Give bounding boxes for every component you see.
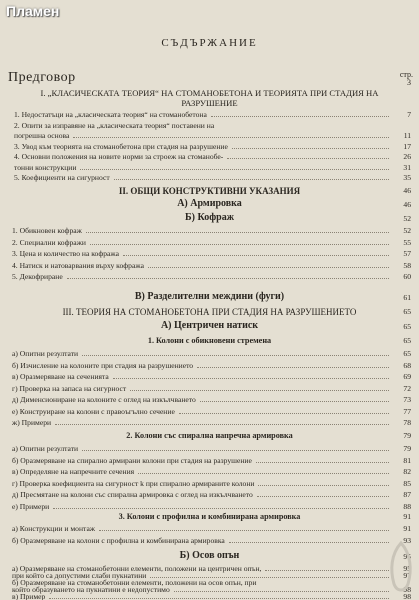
toc-entry-text: 1. Недостатъци на „класическата теория“ на стоманобетона bbox=[14, 110, 207, 119]
dot-leader bbox=[53, 508, 389, 509]
section-3-label: III. ТЕОРИЯ НА СТОМАНОБЕТОНА ПРИ СТАДИЯ НА РАЗРУШЕНИЕТО bbox=[62, 307, 357, 317]
toc-entry-page: 98 bbox=[403, 592, 411, 600]
toc-entry-page: 72 bbox=[403, 383, 411, 393]
toc-entry-text: б) Изчисление на колоните при стадия на разрушението bbox=[12, 360, 194, 370]
toc-entry bbox=[0, 272, 419, 284]
subsection-b-label: Б) Кофраж bbox=[185, 212, 234, 223]
toc-entry-page: 77 bbox=[403, 406, 411, 416]
toc-entry-text: 4. Основни положения на новите норми за строеж на стоманобе- bbox=[14, 152, 224, 161]
dot-leader bbox=[73, 137, 389, 138]
dot-leader bbox=[90, 244, 389, 245]
toc-entry bbox=[0, 226, 419, 238]
subsection-d-label: Б) Осов опън bbox=[179, 550, 240, 561]
subsection-b-title bbox=[0, 212, 419, 223]
dot-leader bbox=[123, 255, 389, 256]
toc-entry bbox=[0, 456, 419, 468]
dot-leader bbox=[229, 542, 389, 543]
toc-entry-page: 26 bbox=[403, 152, 411, 161]
toc-entry bbox=[0, 384, 419, 396]
dot-leader bbox=[257, 496, 389, 497]
toc-entry-text: д) Пресмятане на колони със спирална армировка с оглед на изкълчването bbox=[12, 490, 253, 499]
c1-label: 1. Колони с обикновени стремена bbox=[147, 336, 272, 345]
toc-entry-page: 97 bbox=[403, 571, 411, 580]
toc-entry bbox=[0, 238, 419, 250]
corner-watermark-icon bbox=[386, 540, 416, 595]
toc-entry-text: 2. Опити за изправяне на „класическата теория“ поставени на bbox=[14, 120, 215, 130]
section-3-page: 65 bbox=[403, 307, 411, 316]
section-3-title bbox=[0, 307, 419, 317]
dot-leader bbox=[86, 232, 389, 233]
dot-leader bbox=[82, 450, 389, 451]
c2-page: 79 bbox=[403, 431, 411, 440]
toc-entry-page: 68 bbox=[403, 360, 411, 370]
dot-leader bbox=[138, 473, 389, 474]
toc-entry-page: 60 bbox=[403, 272, 411, 281]
toc-entry-text: е) Конструиране на колони с правоъгълно сечение bbox=[12, 406, 175, 416]
toc-entry-text: г) Проверка коефициента на сигурност k при спирално армираните колони bbox=[12, 478, 255, 488]
toc-entry-text: а) Оразмеряване на стоманобетонни елементи, положени на центричен опън, bbox=[12, 564, 262, 573]
page-column-label: стр. bbox=[399, 70, 413, 79]
preface-label: Предговор bbox=[8, 70, 76, 85]
toc-entry-text: в) Пример bbox=[12, 592, 46, 600]
subsection-c-title bbox=[0, 320, 419, 331]
c1-title bbox=[0, 336, 419, 345]
subsection-v-page: 61 bbox=[403, 293, 411, 302]
toc-entry-page: 78 bbox=[403, 418, 411, 427]
subsection-c-page: 65 bbox=[403, 322, 411, 331]
toc-entry-page: 65 bbox=[403, 349, 411, 358]
dot-leader bbox=[82, 355, 389, 356]
toc-entry bbox=[0, 467, 419, 479]
toc-entry-text: 3. Цена и количество на кофража bbox=[12, 249, 120, 258]
subsection-d-title bbox=[0, 550, 419, 561]
dot-leader bbox=[258, 485, 389, 486]
toc-entry-page: 69 bbox=[403, 372, 411, 381]
subsection-c-label: A) Центричен натиск bbox=[160, 320, 259, 331]
toc-entry-page: 87 bbox=[403, 490, 411, 499]
toc-entry-page: 31 bbox=[403, 162, 411, 172]
section-1-title: I. „КЛАСИЧЕСКАТА ТЕОРИЯ“ НА СТОМАНОБЕТОНА И ТЕОРИЯТА ПРИ СТАДИЯ НА РАЗРУШЕНИЕ bbox=[40, 88, 379, 108]
dot-leader bbox=[49, 598, 389, 599]
toc-entry bbox=[0, 490, 419, 502]
toc-entry-text: б) Оразмеряване на стоманобетонни елементи, положени на осов опън, при bbox=[12, 578, 257, 587]
dot-leader bbox=[80, 169, 389, 170]
toc-entry bbox=[0, 536, 419, 548]
toc-entry-text: 1. Обикновен кофраж bbox=[12, 226, 82, 235]
toc-entry-text: б) Оразмеряване на спирално армирани колони при стадия на разрушение bbox=[12, 455, 252, 465]
dot-leader bbox=[211, 116, 389, 117]
c1-page: 65 bbox=[403, 336, 411, 345]
c2-label: 2. Колони със спирална напречна армировка bbox=[126, 431, 293, 440]
toc-entry-text: който образуването на пукнатини е недопустимо bbox=[12, 585, 170, 594]
toc-entry-page: 95 bbox=[403, 564, 411, 573]
toc-entry-page: 98 bbox=[403, 585, 411, 594]
toc-entry-text: в) Оразмеряване на сеченията bbox=[12, 372, 109, 381]
toc-entry-text: г) Проверка на запаса на сигурност bbox=[12, 383, 127, 393]
section-2-label: II. ОБЩИ КОНСТРУКТИВНИ УКАЗАНИЯ bbox=[118, 186, 301, 196]
page-title: СЪДЪРЖАНИЕ bbox=[161, 37, 258, 49]
subsection-a-page: 46 bbox=[403, 200, 411, 209]
toc-entry bbox=[0, 173, 419, 185]
toc-entry bbox=[0, 349, 419, 361]
toc-entry bbox=[0, 249, 419, 261]
toc-entry-text: 5. Коефициенти на сигурност bbox=[14, 173, 110, 182]
dot-leader bbox=[130, 390, 389, 391]
toc-entry-text: при който са допустими слаби пукнатини bbox=[12, 571, 147, 580]
dot-leader bbox=[227, 158, 389, 159]
toc-entry-text: б) Оразмеряване на колони с профилна и комбинирана армировка bbox=[12, 535, 225, 545]
dot-leader bbox=[114, 179, 389, 180]
dot-leader bbox=[179, 413, 389, 414]
toc-entry-page: 35 bbox=[403, 173, 411, 182]
toc-entry-page: 58 bbox=[403, 260, 411, 270]
subsection-b-page: 52 bbox=[403, 214, 411, 223]
brand-watermark: Пламен bbox=[6, 3, 60, 19]
toc-entry-text: а) Опитни резултати bbox=[12, 444, 79, 453]
toc-entry-page: 73 bbox=[403, 395, 411, 404]
toc-entry-page: 81 bbox=[403, 455, 411, 465]
toc-entry bbox=[0, 418, 419, 430]
toc-entry-text: ж) Примери bbox=[12, 418, 52, 427]
subsection-v-label: В) Разделителни междини (фуги) bbox=[134, 291, 285, 302]
toc-entry-page: 17 bbox=[403, 141, 411, 151]
toc-entry-text: д) Дименсиониране на колоните с оглед на изкълчването bbox=[12, 395, 196, 404]
toc-entry-page: 52 bbox=[403, 226, 411, 235]
preface-page: 3 bbox=[407, 78, 411, 87]
toc-entry-text: е) Примери bbox=[12, 501, 50, 511]
dot-leader bbox=[232, 148, 389, 149]
toc-entry-page: 11 bbox=[403, 131, 411, 140]
toc-entry-page: 93 bbox=[403, 535, 411, 545]
c3-page: 91 bbox=[403, 512, 411, 521]
dot-leader bbox=[99, 530, 389, 531]
dot-leader bbox=[197, 367, 389, 368]
c2-title bbox=[0, 431, 419, 440]
subsection-d-page: 95 bbox=[403, 552, 411, 561]
c3-title bbox=[0, 512, 419, 521]
toc-entry bbox=[0, 407, 419, 419]
c3-label: 3. Колони с профилна и комбинирана армировка bbox=[118, 512, 301, 521]
dot-leader bbox=[55, 424, 389, 425]
toc-entry-page: 55 bbox=[403, 237, 411, 247]
toc-entry-text: а) Конструкции и монтаж bbox=[12, 524, 96, 533]
toc-entry bbox=[0, 592, 419, 600]
subsection-a-title bbox=[0, 198, 419, 209]
toc-entry bbox=[0, 261, 419, 273]
dot-leader bbox=[67, 278, 389, 279]
dot-leader bbox=[148, 267, 389, 268]
toc-entry-text: 4. Натиск и натоварвания върху кофража bbox=[12, 260, 144, 270]
toc-entry bbox=[0, 372, 419, 384]
toc-entry bbox=[0, 444, 419, 456]
section-2-title bbox=[0, 186, 419, 196]
toc-entry-page: 79 bbox=[403, 444, 411, 453]
toc-entry-page: 85 bbox=[403, 478, 411, 488]
toc-entry bbox=[0, 361, 419, 373]
dot-leader bbox=[256, 462, 389, 463]
toc-entry-text: а) Опитни резултати bbox=[12, 349, 79, 358]
toc-entry-text: погрешна основа bbox=[14, 131, 70, 140]
toc-entry-text: в) Определяне на напречните сечения bbox=[12, 467, 135, 476]
toc-entry bbox=[0, 479, 419, 491]
toc-entry bbox=[0, 524, 419, 536]
toc-entry-text: 3. Увод към теорията на стоманобетона при стадия на разрушение bbox=[14, 141, 228, 151]
dot-leader bbox=[200, 401, 389, 402]
toc-entry bbox=[0, 395, 419, 407]
dot-leader bbox=[113, 378, 389, 379]
toc-entry-page: 57 bbox=[403, 249, 411, 258]
section-2-page: 46 bbox=[403, 186, 411, 195]
toc-entry-text: тонни конструкции bbox=[14, 162, 77, 172]
toc-entry-page: 7 bbox=[407, 110, 411, 119]
toc-entry-page: 91 bbox=[403, 524, 411, 533]
toc-entry-text: 5. Декофриране bbox=[12, 272, 63, 281]
toc-entry-page: 82 bbox=[403, 467, 411, 476]
subsection-a-label: A) Армировка bbox=[177, 198, 242, 209]
toc-entry-page: 88 bbox=[403, 501, 411, 511]
subsection-v-title bbox=[0, 291, 419, 302]
toc-entry-text: 2. Специални кофражи bbox=[12, 237, 86, 247]
